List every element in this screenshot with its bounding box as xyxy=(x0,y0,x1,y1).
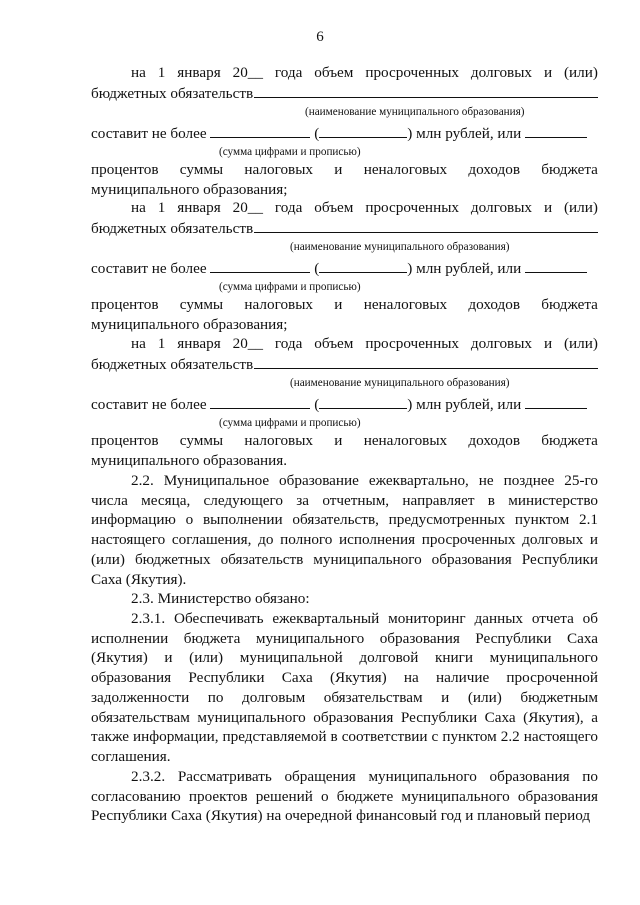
word: объем xyxy=(314,64,354,81)
word: процентов xyxy=(91,161,159,178)
name-blank xyxy=(254,218,598,233)
obligation-date-line xyxy=(131,63,598,83)
obligation-name-line xyxy=(91,354,598,374)
word: года xyxy=(274,64,303,81)
amount-blank xyxy=(210,394,310,409)
word: доходов xyxy=(468,296,521,313)
amount-line xyxy=(91,394,598,414)
word: доходов xyxy=(468,432,521,449)
word: долговых xyxy=(470,199,533,216)
amount-close: ) млн рублей, или xyxy=(407,396,522,413)
obligation-label: бюджетных обязательств xyxy=(91,220,254,237)
percent-end-line: муниципального образования; xyxy=(91,316,288,333)
word: 20__ xyxy=(232,199,263,216)
word: объем xyxy=(314,335,354,352)
paragraph-line: (Якутия) и (или) муниципальной долговой книги муниципального xyxy=(91,649,598,667)
obligation-name-line xyxy=(91,83,598,103)
word: суммы xyxy=(179,161,224,178)
amount-open-paren: ( xyxy=(314,396,320,413)
percent-end-line: муниципального образования. xyxy=(91,452,288,469)
paragraph-line: Республики Саха (Якутия) на очередной финансовый год и плановый период xyxy=(91,807,591,825)
amount-blank xyxy=(210,123,310,138)
paragraph-line: образования Республики Саха (Якутия) на наличие просроченной xyxy=(91,669,598,687)
word: налоговых xyxy=(244,296,314,313)
word: и xyxy=(543,335,553,352)
percent-blank xyxy=(525,123,587,138)
word: (или) xyxy=(563,64,598,81)
word: долговых xyxy=(470,64,533,81)
word: (или) xyxy=(563,199,598,216)
word: и xyxy=(334,161,343,178)
caption-sum: (сумма цифрами и прописью) xyxy=(219,146,361,158)
caption-municipality-name: (наименование муниципального образования) xyxy=(290,377,510,389)
name-blank xyxy=(254,354,598,369)
word: января xyxy=(177,199,221,216)
caption-municipality-name: (наименование муниципального образования) xyxy=(290,241,510,253)
percent-blank xyxy=(525,258,587,273)
paragraph-line: числа месяца, следующего за отчетным, направляет в министерство xyxy=(91,491,598,509)
amount-prefix: составит не более xyxy=(91,125,207,142)
amount-close: ) млн рублей, или xyxy=(407,125,522,142)
word: января xyxy=(177,64,221,81)
name-blank xyxy=(254,83,598,98)
word: неналоговых xyxy=(363,161,448,178)
word: 1 xyxy=(157,64,166,81)
word: года xyxy=(274,199,303,216)
paragraph-line: информацию о выполнении обязательств, предусмотренных пунктом 2.1 xyxy=(91,511,598,529)
amount-words-blank xyxy=(319,258,407,273)
paragraph-line: также информации, представляемой в соответствии с пунктом 2.2 настоящего xyxy=(91,728,598,746)
word: процентов xyxy=(91,296,159,313)
word: 20__ xyxy=(232,64,263,81)
word: налоговых xyxy=(244,161,314,178)
paragraph-line: 2.2. Муниципальное образование ежеквартально, не позднее 25-го xyxy=(131,472,598,489)
paragraph-line: обязательствам муниципального образования Республики Саха (Якутия), а xyxy=(91,708,598,726)
word: 1 xyxy=(157,199,166,216)
word: на xyxy=(131,335,146,352)
paragraph-line: задолженности по долговым обязательствам и (или) бюджетным xyxy=(91,688,598,706)
caption-sum: (сумма цифрами и прописью) xyxy=(219,281,361,293)
word: бюджета xyxy=(541,296,598,313)
obligation-date-line xyxy=(131,198,598,218)
page-number: 6 xyxy=(316,29,324,45)
paragraph-line: Саха (Якутия). xyxy=(91,570,187,588)
word: 1 xyxy=(157,335,166,352)
amount-prefix: составит не более xyxy=(91,396,207,413)
paragraph-line: исполнении бюджета муниципального образования Республики Саха xyxy=(91,629,598,647)
percent-line xyxy=(91,295,598,315)
word: на xyxy=(131,64,146,81)
word: на xyxy=(131,199,146,216)
obligation-label: бюджетных обязательств xyxy=(91,356,254,373)
word: неналоговых xyxy=(363,432,448,449)
amount-prefix: составит не более xyxy=(91,260,207,277)
word: 20__ xyxy=(232,335,263,352)
amount-line xyxy=(91,123,598,143)
amount-blank xyxy=(210,258,310,273)
amount-line xyxy=(91,258,598,278)
word: долговых xyxy=(470,335,533,352)
paragraph-line: 2.3.1. Обеспечивать ежеквартальный мониторинг данных отчета об xyxy=(131,610,598,627)
paragraph-line: 2.3. Министерство обязано: xyxy=(131,590,310,607)
word: (или) xyxy=(563,335,598,352)
amount-words-blank xyxy=(319,394,407,409)
paragraph-line: (или) бюджетных обязательств муниципального образования Республики xyxy=(91,550,598,568)
percent-line xyxy=(91,431,598,451)
word: года xyxy=(274,335,303,352)
obligation-date-line xyxy=(131,334,598,354)
amount-open-paren: ( xyxy=(314,260,320,277)
word: января xyxy=(177,335,221,352)
paragraph-line: настоящего соглашения, до полного исполнения просроченных долговых и xyxy=(91,531,598,549)
word: просроченных xyxy=(365,335,459,352)
word: просроченных xyxy=(365,199,459,216)
word: доходов xyxy=(468,161,521,178)
word: бюджета xyxy=(541,432,598,449)
word: неналоговых xyxy=(363,296,448,313)
word: и xyxy=(334,296,343,313)
word: суммы xyxy=(179,432,224,449)
word: и xyxy=(334,432,343,449)
paragraph-line: согласованию проектов решений о бюджете муниципального образования xyxy=(91,787,598,805)
paragraph-line: соглашения. xyxy=(91,747,171,765)
caption-sum: (сумма цифрами и прописью) xyxy=(219,417,361,429)
word: просроченных xyxy=(365,64,459,81)
amount-open-paren: ( xyxy=(314,125,320,142)
word: суммы xyxy=(179,296,224,313)
obligation-name-line xyxy=(91,218,598,238)
word: и xyxy=(543,199,553,216)
paragraph-line: 2.3.2. Рассматривать обращения муниципального образования по xyxy=(131,768,598,785)
caption-municipality-name: (наименование муниципального образования) xyxy=(305,106,525,118)
obligation-label: бюджетных обязательств xyxy=(91,85,254,102)
percent-line xyxy=(91,160,598,180)
word: процентов xyxy=(91,432,159,449)
word: объем xyxy=(314,199,354,216)
percent-blank xyxy=(525,394,587,409)
word: бюджета xyxy=(541,161,598,178)
word: и xyxy=(543,64,553,81)
amount-words-blank xyxy=(319,123,407,138)
amount-close: ) млн рублей, или xyxy=(407,260,522,277)
percent-end-line: муниципального образования; xyxy=(91,181,288,198)
word: налоговых xyxy=(244,432,314,449)
